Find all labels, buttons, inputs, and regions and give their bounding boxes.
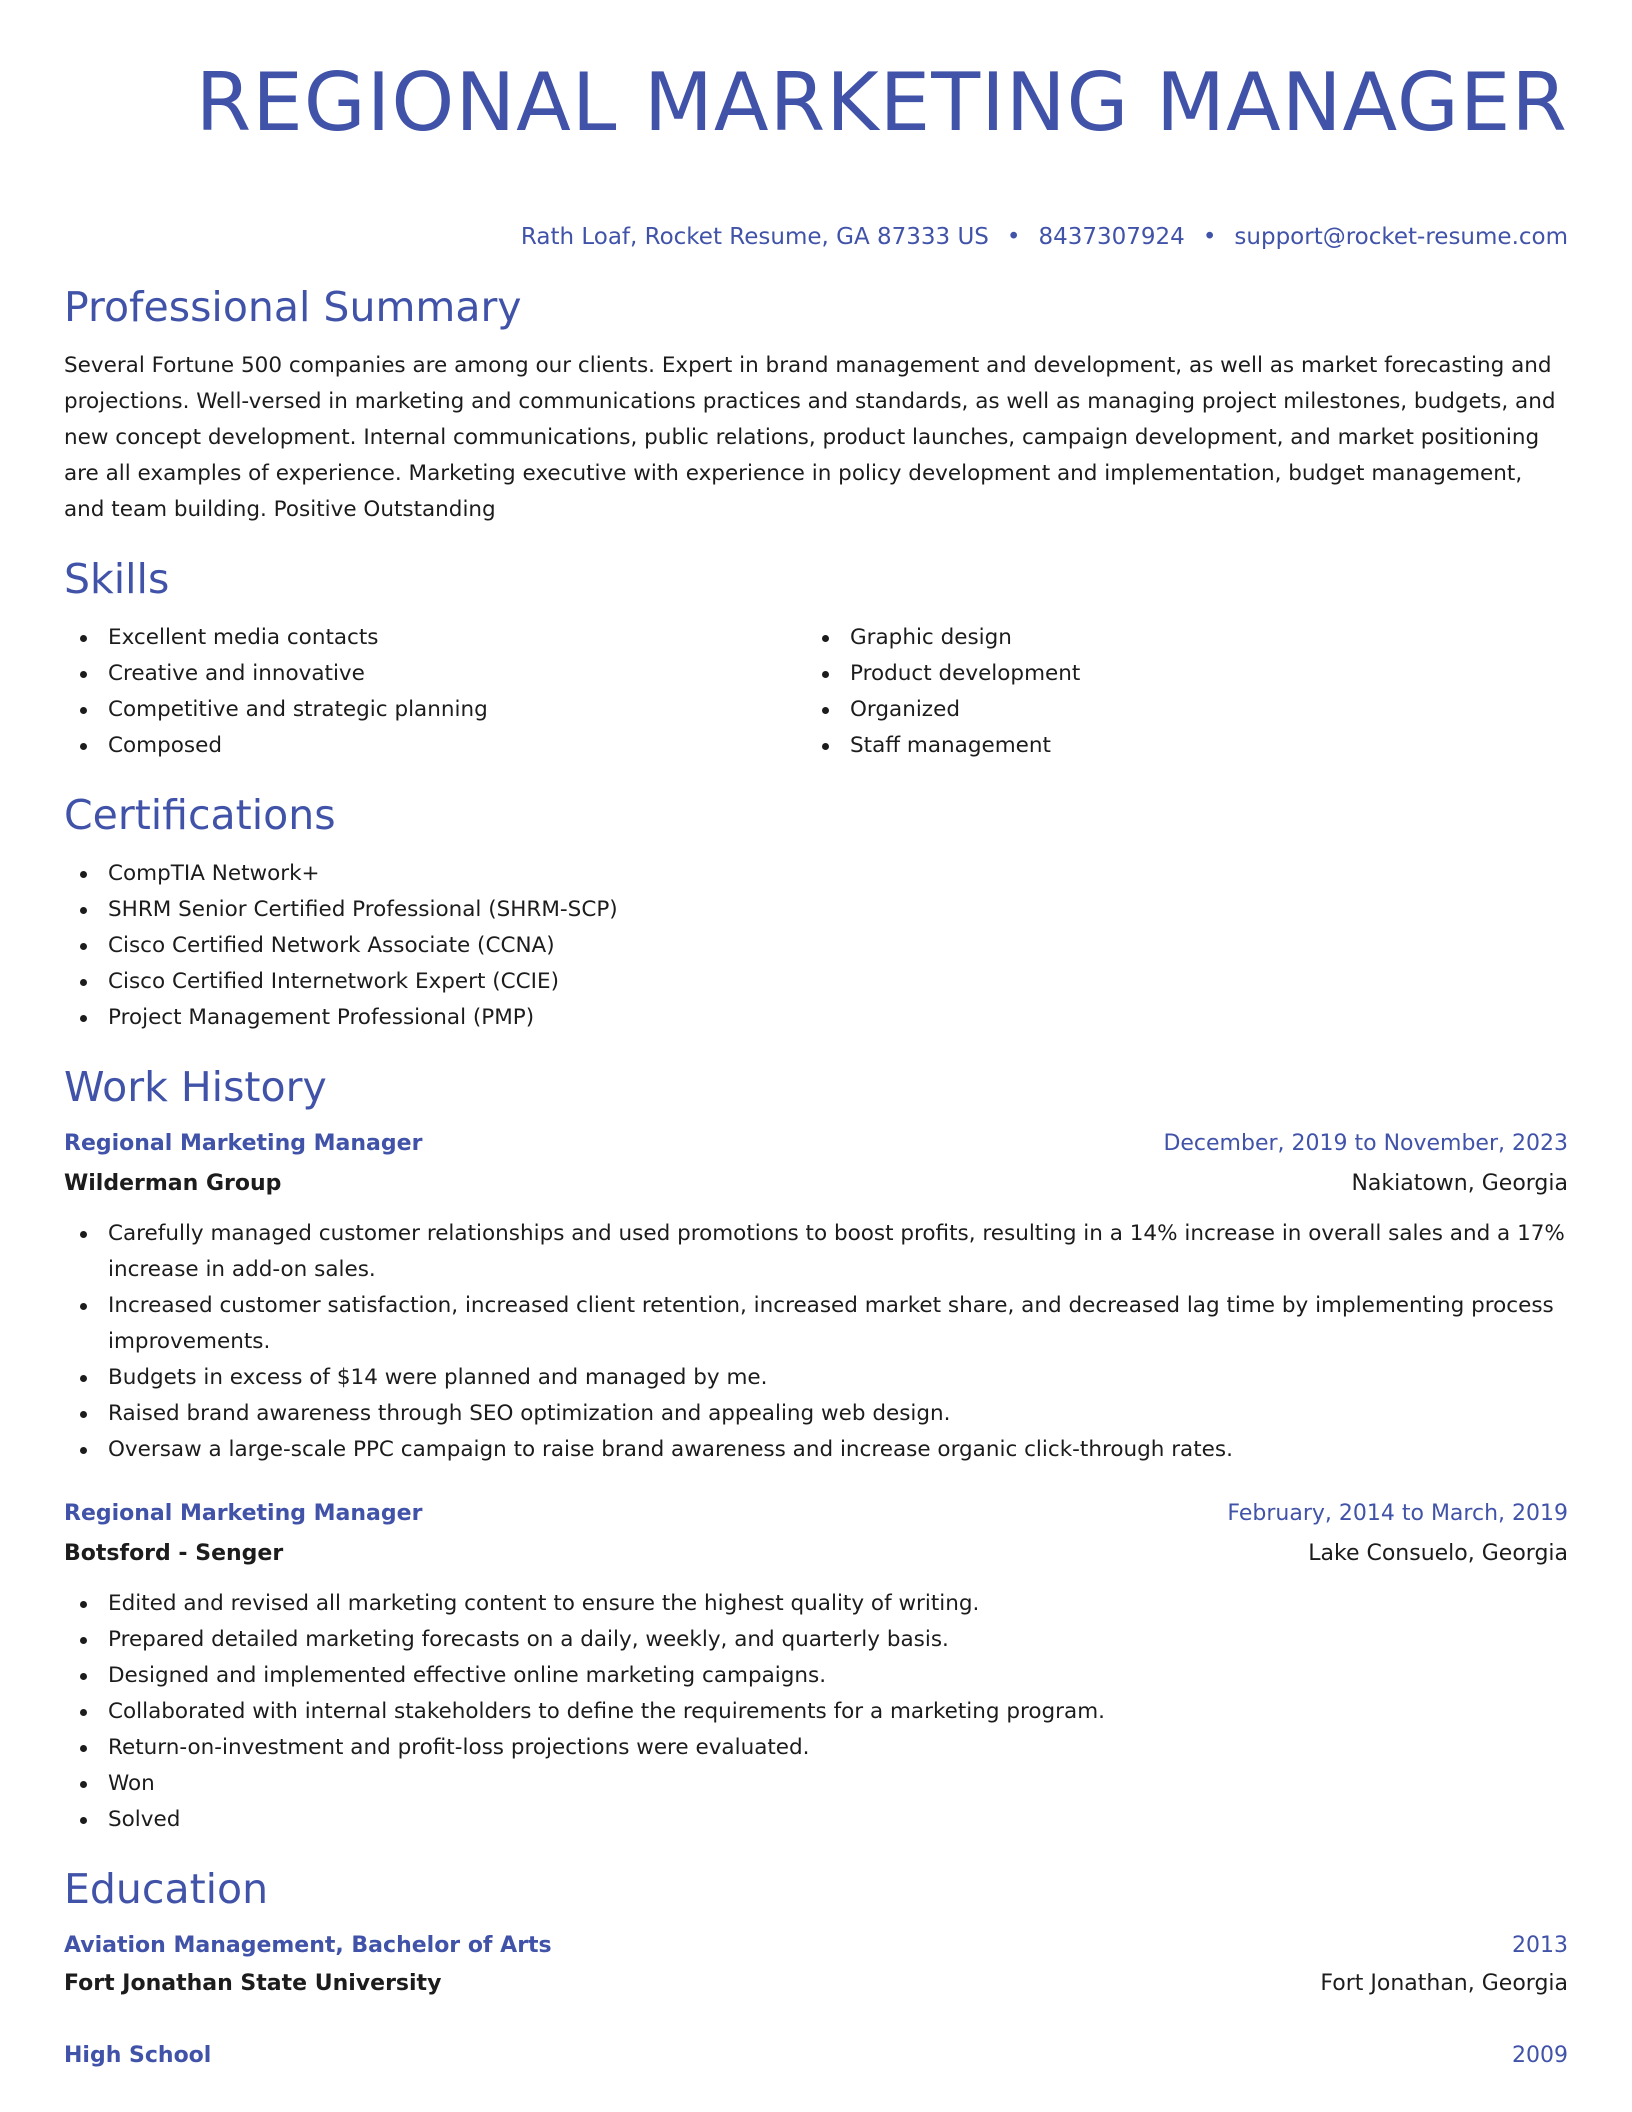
skills-list-left xyxy=(64,620,806,764)
job-dates: February, 2014 to March, 2019 xyxy=(1227,1501,1568,1526)
list-item: Cisco Certified Network Associate (CCNA) xyxy=(64,928,1568,964)
list-item: Composed xyxy=(64,728,806,764)
section-heading-certifications: Certifications xyxy=(64,791,336,839)
education-degree: High School xyxy=(64,2043,212,2068)
certifications-section xyxy=(64,790,1568,1036)
job-location: Nakiatown, Georgia xyxy=(1351,1171,1568,1196)
job-header xyxy=(64,1496,1568,1532)
job-entry xyxy=(64,1496,1568,1838)
skills-list-right xyxy=(806,620,1548,764)
job-subheader xyxy=(64,1536,1568,1572)
list-item: Project Management Professional (PMP) xyxy=(64,1000,1568,1036)
education-year: 2009 xyxy=(1512,2043,1568,2068)
contact-email[interactable]: support@rocket-resume.com xyxy=(1234,224,1568,250)
education-year: 2013 xyxy=(1512,1933,1568,1958)
skills-section xyxy=(64,554,1568,764)
education-subheader xyxy=(64,1966,1568,2002)
list-item: Designed and implemented effective online marketing campaigns. xyxy=(64,1658,1568,1694)
contact-info xyxy=(64,222,1568,252)
section-heading-education: Education xyxy=(64,1865,269,1913)
job-company: Wilderman Group xyxy=(64,1171,282,1196)
list-item: Staff management xyxy=(806,728,1548,764)
contact-phone: 8437307924 xyxy=(1038,224,1185,250)
job-company: Botsford - Senger xyxy=(64,1541,284,1566)
job-bullets xyxy=(64,1216,1568,1468)
section-heading-work-history: Work History xyxy=(64,1063,327,1111)
list-item: Creative and innovative xyxy=(64,656,806,692)
job-location: Lake Consuelo, Georgia xyxy=(1308,1541,1568,1566)
list-item: Edited and revised all marketing content to ensure the highest quality of writing. xyxy=(64,1586,1568,1622)
education-entry xyxy=(64,1928,1568,2002)
certifications-list xyxy=(64,856,1568,1036)
contact-separator: • xyxy=(1006,224,1021,250)
job-subheader xyxy=(64,1166,1568,1202)
list-item: Won xyxy=(64,1766,1568,1802)
page-title: REGIONAL MARKETING MANAGER xyxy=(195,56,1568,149)
job-title: Regional Marketing Manager xyxy=(64,1501,423,1526)
list-item: Return-on-investment and profit-loss projections were evaluated. xyxy=(64,1730,1568,1766)
section-heading-skills: Skills xyxy=(64,555,170,603)
job-dates: December, 2019 to November, 2023 xyxy=(1163,1131,1568,1156)
list-item: Graphic design xyxy=(806,620,1548,656)
list-item: Oversaw a large-scale PPC campaign to raise brand awareness and increase organic click-through rates. xyxy=(64,1432,1568,1468)
skills-grid xyxy=(64,620,1568,764)
job-entry xyxy=(64,1126,1568,1468)
work-history-section xyxy=(64,1062,1568,1838)
list-item: Excellent media contacts xyxy=(64,620,806,656)
education-entry xyxy=(64,2038,1568,2074)
list-item: Organized xyxy=(806,692,1548,728)
list-item: Solved xyxy=(64,1802,1568,1838)
list-item: CompTIA Network+ xyxy=(64,856,1568,892)
list-item: Cisco Certified Internetwork Expert (CCIE) xyxy=(64,964,1568,1000)
list-item: Carefully managed customer relationships and used promotions to boost profits, resulting in a 14% increase in overall sales and a 17% increase in add-on sales. xyxy=(64,1216,1568,1288)
education-header xyxy=(64,1928,1568,1964)
job-title: Regional Marketing Manager xyxy=(64,1131,423,1156)
summary-text: Several Fortune 500 companies are among our clients. Expert in brand management and development, as well as market forecasting and projections. Well-versed in marketing and communications practices and standards, as well as managing project milestones, budgets, and new concept development. Internal communications, public relations, product launches, campaign development, and market positioning are all examples of experience. Marketing executive with experience in policy development and implementation, budget management, and team building. Positive Outstanding xyxy=(64,353,1556,522)
education-header xyxy=(64,2038,1568,2074)
list-item: SHRM Senior Certified Professional (SHRM-SCP) xyxy=(64,892,1568,928)
education-degree: Aviation Management, Bachelor of Arts xyxy=(64,1933,552,1958)
education-section xyxy=(64,1864,1568,2074)
list-item: Prepared detailed marketing forecasts on a daily, weekly, and quarterly basis. xyxy=(64,1622,1568,1658)
contact-separator: • xyxy=(1202,224,1217,250)
list-item: Competitive and strategic planning xyxy=(64,692,806,728)
summary-section xyxy=(64,282,1568,528)
education-location: Fort Jonathan, Georgia xyxy=(1320,1971,1568,1996)
list-item: Product development xyxy=(806,656,1548,692)
list-item: Budgets in excess of $14 were planned and managed by me. xyxy=(64,1360,1568,1396)
job-header xyxy=(64,1126,1568,1162)
list-item: Raised brand awareness through SEO optimization and appealing web design. xyxy=(64,1396,1568,1432)
education-school: Fort Jonathan State University xyxy=(64,1971,442,1996)
section-heading-summary: Professional Summary xyxy=(64,283,522,331)
contact-address: Rath Loaf, Rocket Resume, GA 87333 US xyxy=(520,224,989,250)
list-item: Increased customer satisfaction, increased client retention, increased market share, and decreased lag time by implementing process improvements. xyxy=(64,1288,1568,1360)
job-bullets xyxy=(64,1586,1568,1838)
list-item: Collaborated with internal stakeholders to define the requirements for a marketing program. xyxy=(64,1694,1568,1730)
